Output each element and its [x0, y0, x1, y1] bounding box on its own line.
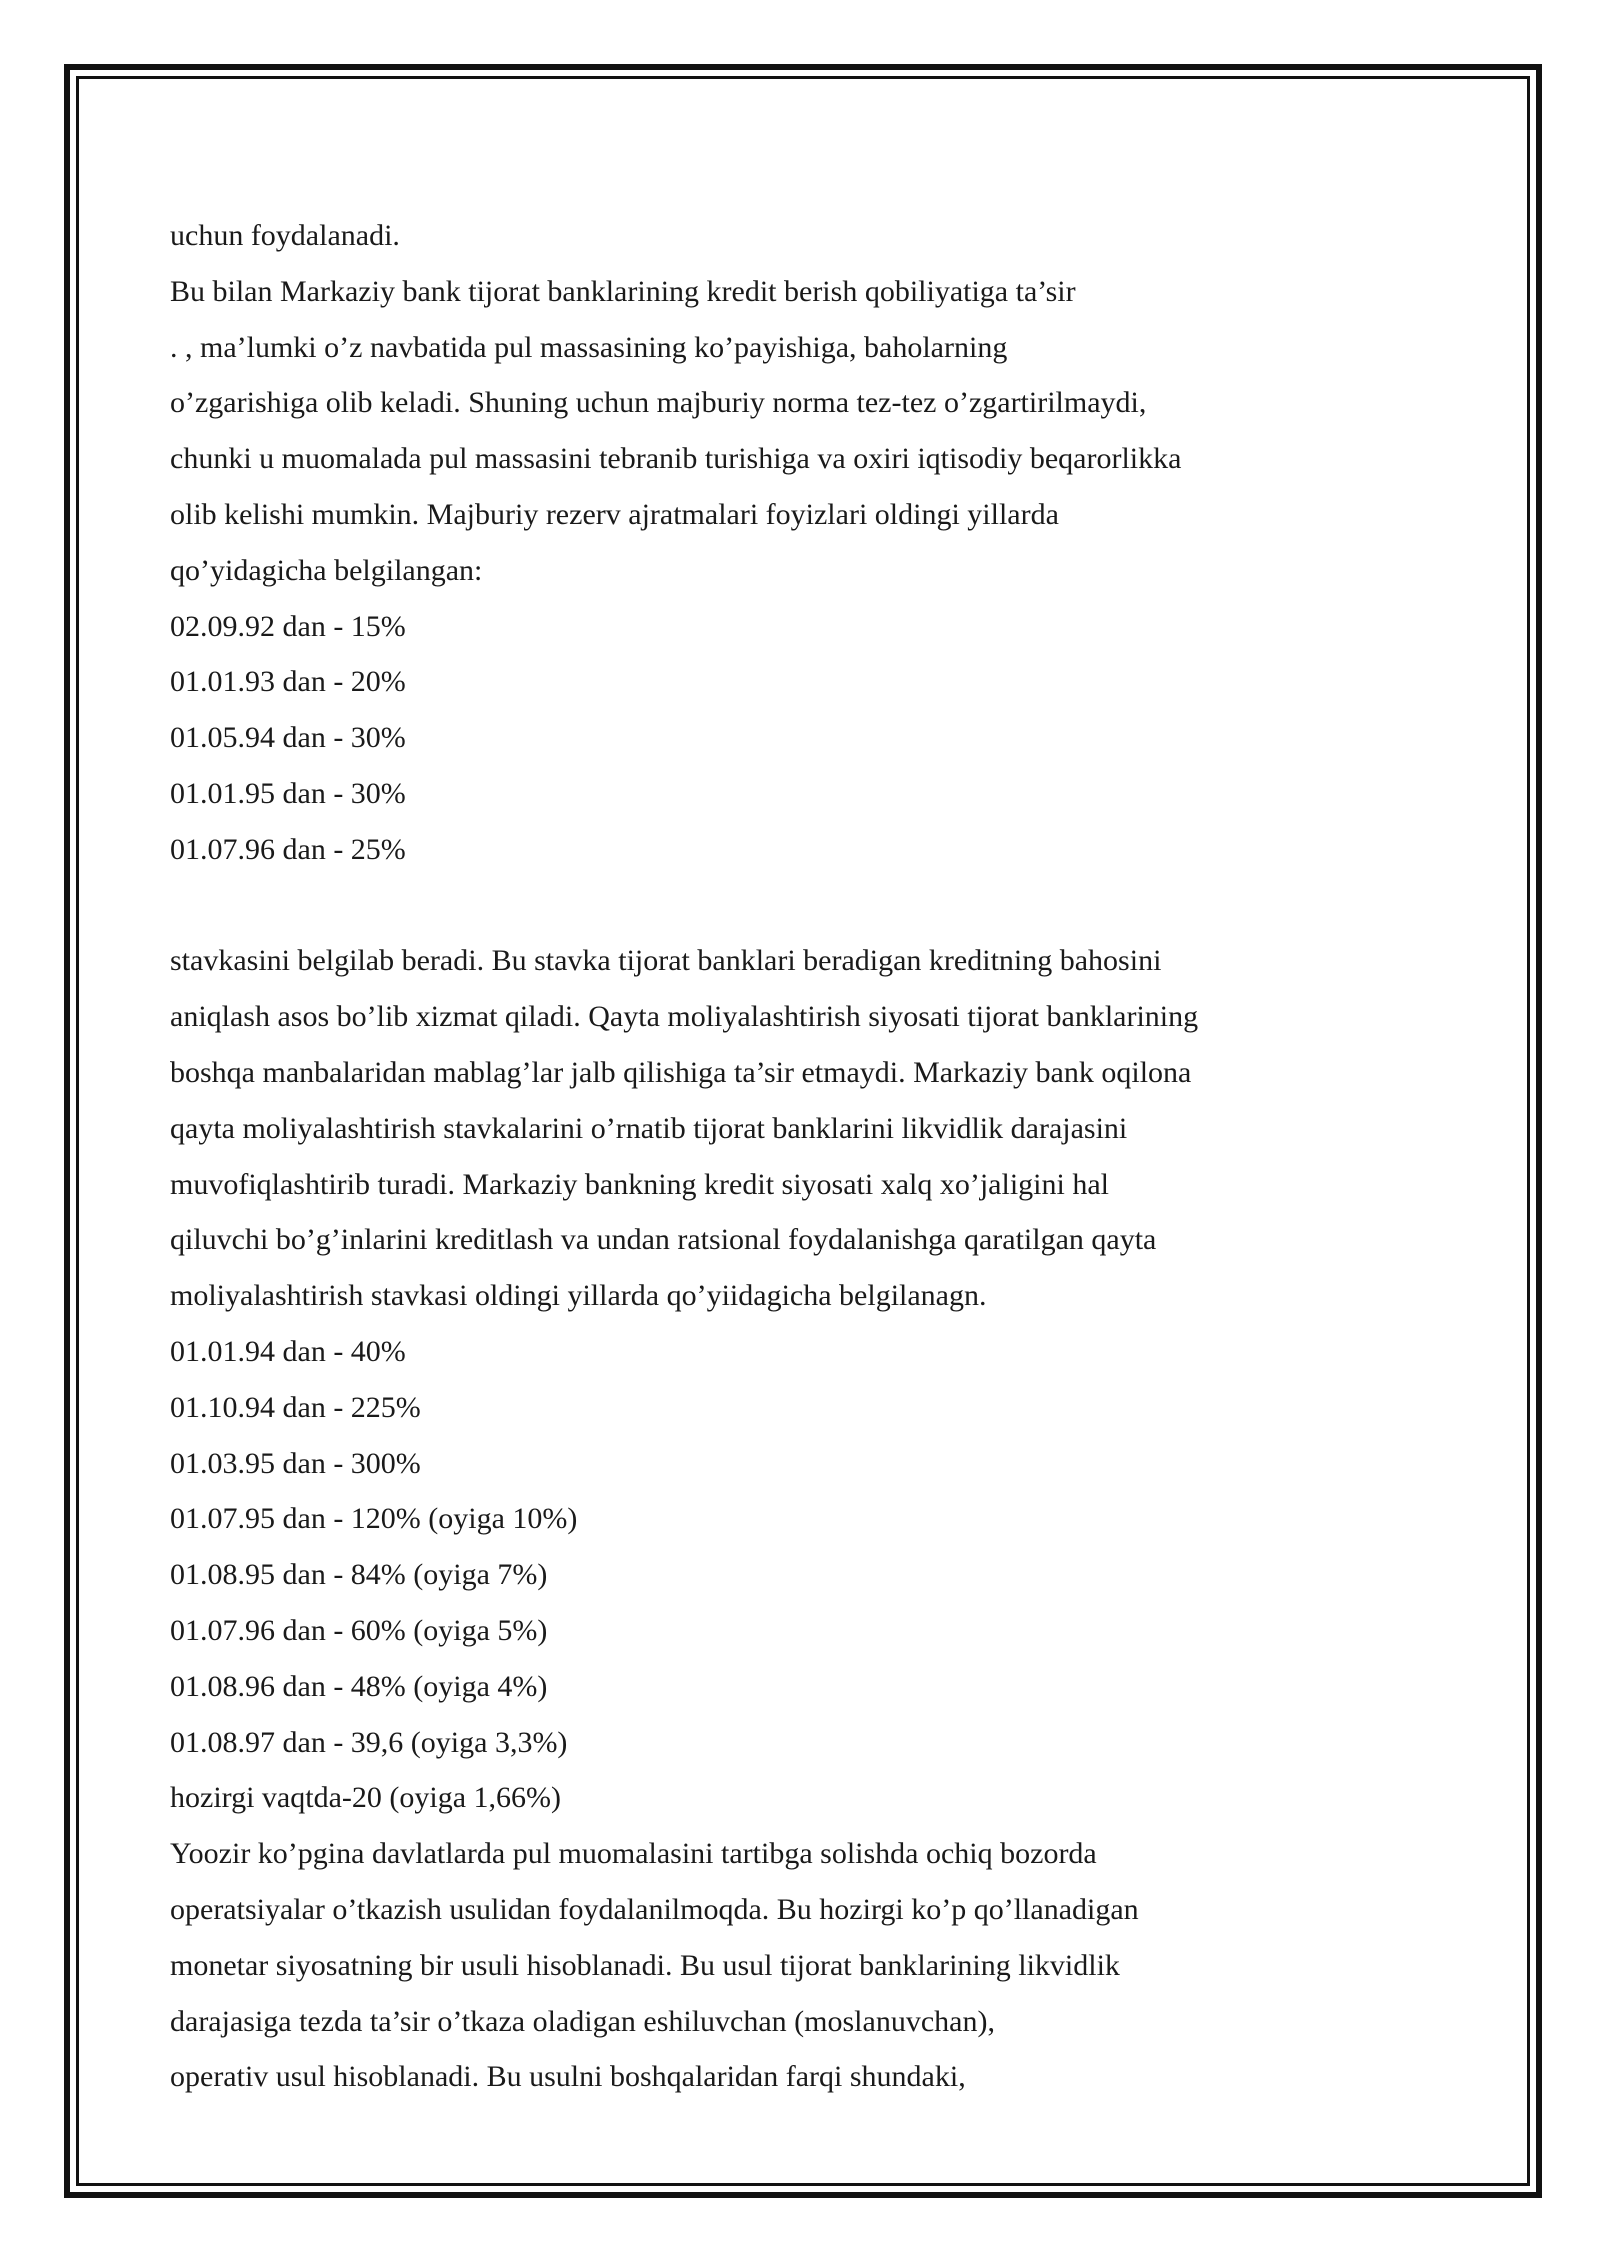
text-line: qiluvchi bo’g’inlarini kreditlash va undan ratsional foydalanishga qaratilgan qayta: [170, 1223, 1157, 1257]
paragraph-gap: [170, 878, 1370, 934]
rate-list-item: 01.07.96 dan - 60% (oyiga 5%): [170, 1613, 548, 1647]
rate-list-item: 01.07.96 dan - 25%: [170, 832, 406, 866]
text-line: qayta moliyalashtirish stavkalarini o’rnatib tijorat banklarini likvidlik darajasini: [170, 1111, 1128, 1145]
text-block-1: [170, 208, 1370, 878]
text-line: . , ma’lumki o’z navbatida pul massasining ko’payishiga, baholarning: [170, 330, 1008, 364]
text-line: qo’yidagicha belgilangan:: [170, 553, 483, 587]
text-line: operatsiyalar o’tkazish usulidan foydalanilmoqda. Bu hozirgi ko’p qo’llanadigan: [170, 1892, 1139, 1926]
rate-list-item: 01.03.95 dan - 300%: [170, 1446, 421, 1480]
rate-list-item: 01.01.95 dan - 30%: [170, 776, 406, 810]
text-line: olib kelishi mumkin. Majburiy rezerv ajratmalari foyizlari oldingi yillarda: [170, 497, 1059, 531]
text-line: chunki u muomalada pul massasini tebranib turishiga va oxiri iqtisodiy beqarorlikka: [170, 442, 1182, 476]
rate-list-item: 01.08.95 dan - 84% (oyiga 7%): [170, 1558, 548, 1592]
text-line: darajasiga tezda ta’sir o’tkaza oladigan eshiluvchan (moslanuvchan),: [170, 2004, 995, 2038]
rate-list-item: 01.08.97 dan - 39,6 (oyiga 3,3%): [170, 1725, 568, 1759]
rate-list-item: 01.01.93 dan - 20%: [170, 665, 406, 699]
text-line: o’zgarishiga olib keladi. Shuning uchun majburiy norma tez-tez o’zgartirilmaydi,: [170, 386, 1147, 420]
rate-list-item: 01.07.95 dan - 120% (oyiga 10%): [170, 1502, 578, 1536]
text-line: muvofiqlashtirib turadi. Markaziy bankning kredit siyosati xalq xo’jaligini hal: [170, 1167, 1109, 1201]
rate-list-item: 01.05.94 dan - 30%: [170, 721, 406, 755]
rate-list-item: 01.10.94 dan - 225%: [170, 1390, 421, 1424]
text-line: boshqa manbalaridan mablag’lar jalb qilishiga ta’sir etmaydi. Markaziy bank oqilona: [170, 1055, 1192, 1089]
text-line: operativ usul hisoblanadi. Bu usulni boshqalaridan farqi shundaki,: [170, 2060, 966, 2094]
rate-list-item: 02.09.92 dan - 15%: [170, 609, 406, 643]
text-line: aniqlash asos bo’lib xizmat qiladi. Qayta moliyalashtirish siyosati tijorat banklarining: [170, 1000, 1199, 1034]
rate-list-item: 01.01.94 dan - 40%: [170, 1334, 406, 1368]
text-line: Bu bilan Markaziy bank tijorat banklarining kredit berish qobiliyatiga ta’sir: [170, 274, 1076, 308]
text-line: Yoozir ko’pgina davlatlarda pul muomalasini tartibga solishda ochiq bozorda: [170, 1837, 1097, 1871]
text-line: stavkasini belgilab beradi. Bu stavka tijorat banklari beradigan kreditning bahosini: [170, 944, 1162, 978]
rate-list-item: hozirgi vaqtda-20 (oyiga 1,66%): [170, 1781, 562, 1815]
text-line: monetar siyosatning bir usuli hisoblanadi. Bu usul tijorat banklarining likvidlik: [170, 1948, 1120, 1982]
document-body: [170, 208, 1370, 2105]
text-line: uchun foydalanadi.: [170, 219, 400, 252]
rate-list-item: 01.08.96 dan - 48% (oyiga 4%): [170, 1669, 548, 1703]
text-line: moliyalashtirish stavkasi oldingi yillarda qo’yiidagicha belgilanagn.: [170, 1279, 987, 1313]
text-block-2: [170, 933, 1370, 2105]
